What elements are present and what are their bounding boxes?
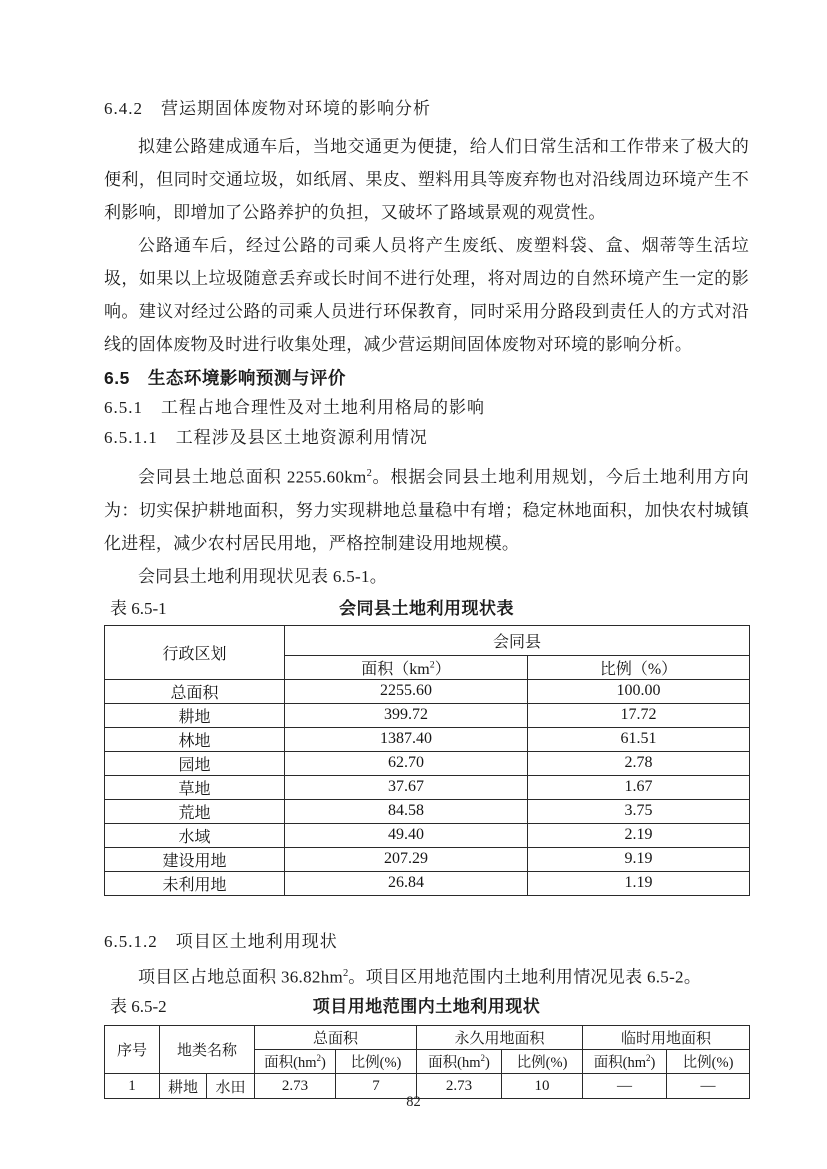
header-cell-area: 面积$(hm^2)$ — [583, 1050, 667, 1074]
table1-caption-label: 表 6.5-1 — [110, 598, 167, 618]
header-cell-county: 会同县 — [285, 625, 750, 655]
superscript-2: 2 — [646, 1053, 651, 1064]
header-cell-ratio: 比例(%) — [502, 1050, 583, 1074]
header-cell-permanent: 永久用地面积 — [417, 1026, 583, 1050]
header-cell-ratio: 比例(%) — [667, 1050, 750, 1074]
superscript-2: 2 — [480, 1053, 486, 1064]
header-cell-area: 面积$(km^2)$ — [285, 655, 528, 679]
table2-caption — [104, 995, 749, 1019]
heading-6-4-2: 6.4.2 营运期固体废物对环境的影响分析 — [104, 99, 431, 118]
table-header-row — [105, 625, 750, 655]
paragraph-traffic-waste-1: 拟建公路建成通车后，当地交通更为便捷，给人们日常生活和工作带来了极大的便利，但同时交通垃圾，如纸屑、果皮、塑料用具等废弃物也对沿线周边环境产生不利影响，即增加了公路养护的负担，又破坏了路域景观的观赏性。 — [104, 137, 749, 222]
table2-caption-title: 项目用地范围内土地利用现状 — [312, 997, 541, 1017]
project-land-use-table — [104, 1025, 750, 1099]
table1-caption-title: 会同县土地利用现状表 — [339, 598, 514, 618]
table-row: 园地 62.70 2.78 — [105, 751, 750, 775]
superscript-2: 2 — [366, 468, 372, 479]
county-land-use-table — [104, 625, 750, 896]
table-row: 林地 1387.40 61.51 — [105, 727, 750, 751]
paragraph-traffic-waste-2: 公路通车后，经过公路的司乘人员将产生废纸、废塑料袋、盒、烟蒂等生活垃圾，如果以上垃圾随意丢弃或长时间不进行处理，将对周边的自然环境产生一定的影响。建议对经过公路的司乘人员进行环保教育，同时采用分路段到责任人的方式对沿线的固体废物及时进行收集处理，减少营运期间固体废物对环境的影响分析。 — [104, 236, 749, 354]
heading-6-5: 6.5 生态环境影响预测与评价 — [104, 368, 346, 388]
table-row: 1 耕地 水田 2.73 7 2.73 10 — — — [105, 1074, 750, 1099]
header-cell-area: 面积$(hm^2)$ — [255, 1050, 336, 1074]
header-cell-ratio: 比例（%） — [528, 655, 750, 679]
header-cell-no: 序号 — [105, 1026, 160, 1074]
table-row: 建设用地 207.29 9.19 — [105, 847, 750, 871]
page-content — [104, 96, 749, 1099]
page-number: 82 — [406, 1094, 421, 1110]
header-cell-ratio: 比例(%) — [336, 1050, 417, 1074]
heading-6-5-1: 6.5.1 工程占地合理性及对土地利用格局的影响 — [104, 398, 485, 417]
superscript-2: 2 — [343, 967, 349, 979]
header-cell-temporary: 临时用地面积 — [583, 1026, 750, 1050]
table1-caption — [104, 597, 749, 621]
header-cell-landtype: 地类名称 — [160, 1026, 255, 1074]
superscript-2: 2 — [429, 659, 435, 671]
text-segment: 会同县土地总面积 2255.60km — [138, 467, 367, 487]
header-cell-area: 面积$(hm^2)$ — [417, 1050, 502, 1074]
table-row: 草地 37.67 1.67 — [105, 775, 750, 799]
heading-6-5-1-1: 6.5.1.1 工程涉及县区土地资源利用情况 — [104, 428, 428, 447]
header-cell-total: 总面积 — [255, 1026, 417, 1050]
paragraph-see-table-651: 会同县土地利用现状见表 6.5-1。 — [138, 566, 388, 586]
text-segment: 。根据会同县土地利用规划，今后土地利用方向为：切实保护耕地面积，努力实现耕地总量稳中有增；稳定林地面积，加快农村城镇化进程，减少农村居民用地，严格控制建设用地规模。 — [104, 467, 749, 553]
table-row: 水域 49.40 2.19 — [105, 823, 750, 847]
table-row: 总面积 2255.60 100.00 — [105, 679, 750, 703]
paragraph-county-land — [104, 457, 749, 560]
superscript-2: 2 — [316, 1053, 322, 1064]
header-cell-region: 行政区划 — [105, 625, 285, 679]
table-row: 荒地 84.58 3.75 — [105, 799, 750, 823]
table-row: 未利用地 26.84 1.19 — [105, 871, 750, 895]
table-header-row — [105, 1026, 750, 1050]
text-segment: 项目区占地总面积 36.82hm — [138, 967, 344, 987]
table2-caption-label: 表 6.5-2 — [110, 997, 167, 1017]
table-row: 耕地 399.72 17.72 — [105, 703, 750, 727]
text-segment: 。项目区用地范围内土地利用情况见表 6.5-2。 — [348, 967, 702, 987]
heading-6-5-1-2: 6.5.1.2 项目区土地利用现状 — [104, 931, 338, 951]
paragraph-project-land — [104, 957, 749, 994]
